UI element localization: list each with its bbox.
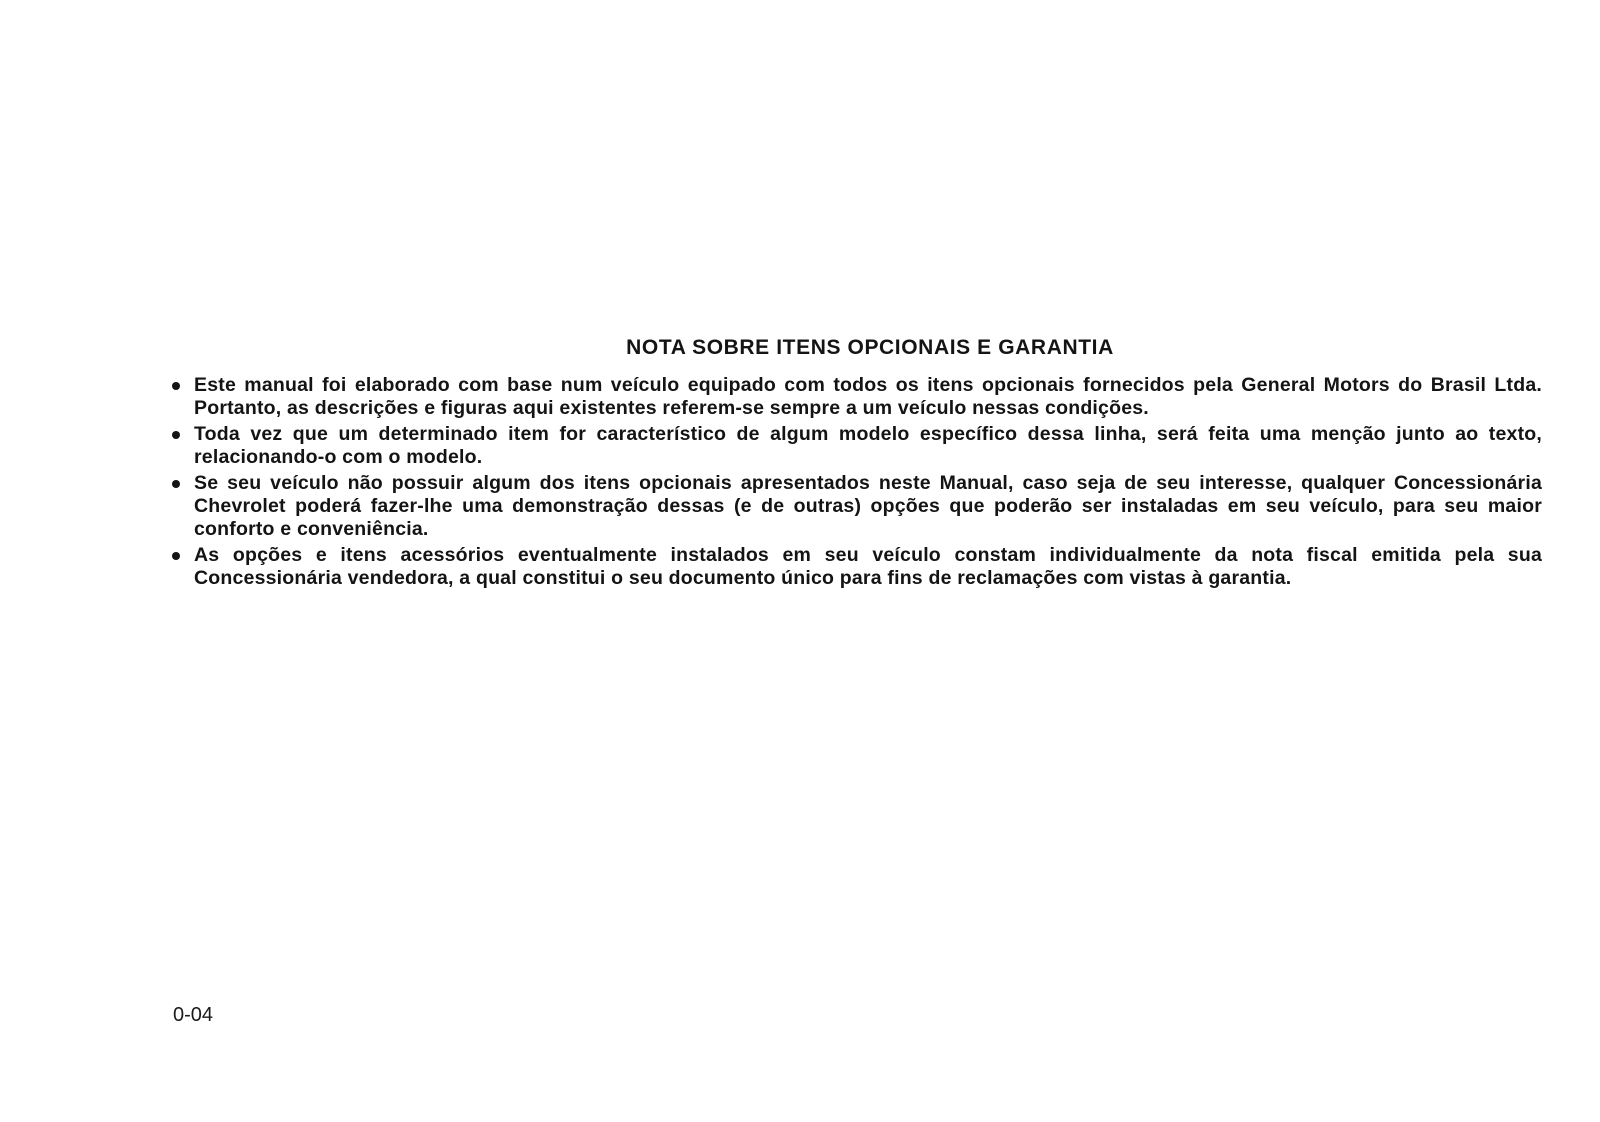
note-text: Este manual foi elaborado com base num veículo equipado com todos os itens opcionais fornecidos pela General Motors do Brasil Ltda. Portanto, as descrições e figuras aqui existentes referem-se sempre a um veículo nessas condições. [194, 374, 1542, 419]
note-text: Toda vez que um determinado item for característico de algum modelo específico dessa linha, será feita uma menção junto ao texto, relacionando-o com o modelo. [194, 423, 1542, 468]
bullet-icon [172, 382, 180, 390]
list-item [172, 472, 1542, 541]
bullet-icon [172, 431, 180, 439]
list-item [172, 544, 1542, 590]
note-text: As opções e itens acessórios eventualmente instalados em seu veículo constam individualmente da nota fiscal emitida pela sua Concessionária vendedora, a qual constitui o seu documento único para fins de reclamações com vistas à garantia. [194, 544, 1542, 589]
list-item [172, 423, 1542, 469]
list-item [172, 374, 1542, 420]
page-number: 0-04 [173, 1004, 214, 1026]
notes-list [172, 374, 1542, 593]
bullet-icon [172, 480, 180, 488]
section-heading: NOTA SOBRE ITENS OPCIONAIS E GARANTIA [626, 336, 1114, 359]
note-text: Se seu veículo não possuir algum dos itens opcionais apresentados neste Manual, caso seja de seu interesse, qualquer Concessionária Chevrolet poderá fazer-lhe uma demonstração dessas (e de outras) opções que poderão ser instaladas em seu veículo, para seu maior conforto e conveniência. [194, 472, 1542, 540]
bullet-icon [172, 552, 180, 560]
